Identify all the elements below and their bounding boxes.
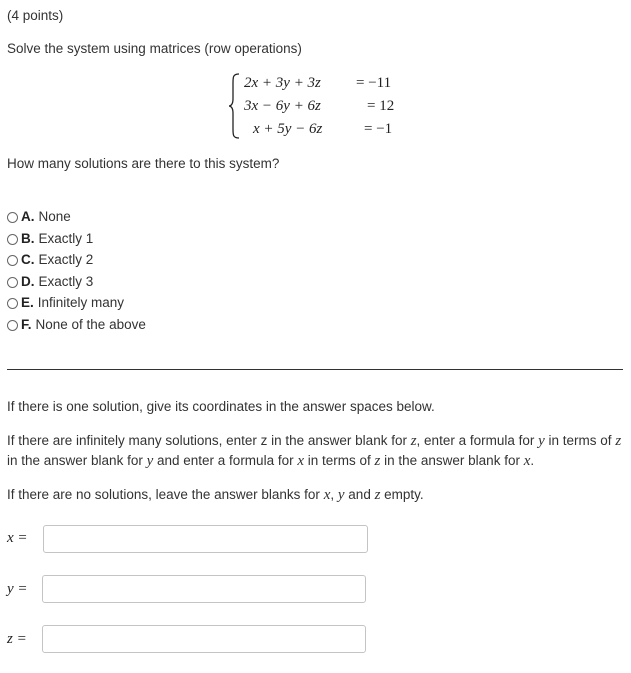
z-answer-label xyxy=(7,631,27,648)
math-variable: z xyxy=(615,433,622,449)
option-label: None of the above xyxy=(35,317,146,332)
option-b[interactable] xyxy=(7,229,93,249)
math-variable: x xyxy=(297,453,304,469)
option-letter: E. xyxy=(21,295,34,310)
text-segment: and enter a formula for xyxy=(153,453,298,468)
system-brace xyxy=(228,73,240,139)
no-solutions-instruction xyxy=(7,485,625,505)
option-label: None xyxy=(38,209,71,224)
math-variable: y xyxy=(146,453,154,469)
option-c[interactable] xyxy=(7,250,93,270)
math-variable: z xyxy=(410,433,417,449)
radio-button[interactable] xyxy=(7,277,18,288)
equation-row-1-lhs: 2x + 3y + 3z xyxy=(244,75,321,91)
equation-row-2-rhs: = 12 xyxy=(367,98,395,114)
equation-row-3-lhs: x + 5y − 6z xyxy=(253,121,323,137)
points-label: (4 points) xyxy=(7,8,64,23)
text-segment: in the answer blank for xyxy=(7,453,147,468)
radio-button[interactable] xyxy=(7,298,18,309)
y-answer-input[interactable] xyxy=(42,575,366,603)
equation-row-1-rhs: = −11 xyxy=(356,75,392,91)
option-letter: B. xyxy=(21,231,35,246)
x-answer-input[interactable] xyxy=(43,525,368,553)
option-label: Infinitely many xyxy=(37,295,125,310)
math-variable: z xyxy=(374,453,381,469)
option-e[interactable] xyxy=(7,293,124,313)
equation-row-2-lhs: 3x − 6y + 6z xyxy=(244,98,321,114)
radio-button[interactable] xyxy=(7,212,18,223)
text-segment: . xyxy=(530,453,535,468)
text-segment: If there are no solutions, leave the answer blanks for xyxy=(7,487,324,502)
option-label: Exactly 2 xyxy=(38,252,94,267)
section-divider xyxy=(7,369,623,370)
radio-button[interactable] xyxy=(7,320,18,331)
answer-label-text: x = xyxy=(7,530,28,546)
text-segment: in terms of xyxy=(304,453,375,468)
option-label: Exactly 1 xyxy=(38,231,94,246)
option-letter: C. xyxy=(21,252,35,267)
radio-button[interactable] xyxy=(7,234,18,245)
question-text: How many solutions are there to this system? xyxy=(7,156,280,171)
radio-button[interactable] xyxy=(7,255,18,266)
option-letter: A. xyxy=(21,209,35,224)
text-segment: and xyxy=(344,487,375,502)
option-letter: D. xyxy=(21,274,35,289)
answer-label-text: z = xyxy=(7,631,27,647)
math-variable: z xyxy=(374,487,381,503)
equation-row-3-rhs: = −1 xyxy=(364,121,393,137)
math-variable: y xyxy=(538,433,545,449)
infinite-solutions-instruction xyxy=(7,431,625,471)
text-segment: , xyxy=(330,487,338,502)
option-label: Exactly 3 xyxy=(38,274,94,289)
option-letter: F. xyxy=(21,317,32,332)
one-solution-instruction: If there is one solution, give its coordinates in the answer spaces below. xyxy=(7,399,435,414)
option-d[interactable] xyxy=(7,272,93,292)
answer-label-text: y = xyxy=(7,581,28,597)
math-variable: x xyxy=(523,453,531,469)
y-answer-label xyxy=(7,581,28,598)
math-variable: x xyxy=(323,487,331,503)
option-a[interactable] xyxy=(7,207,71,227)
z-answer-input[interactable] xyxy=(42,625,366,653)
text-segment: , enter a formula for xyxy=(416,433,539,448)
x-answer-label xyxy=(7,530,28,547)
text-segment: in the answer blank for xyxy=(380,453,524,468)
option-f[interactable] xyxy=(7,315,146,335)
text-segment: empty. xyxy=(380,487,424,502)
math-variable: y xyxy=(337,487,345,503)
text-segment: If there are infinitely many solutions, enter z in the answer blank for xyxy=(7,433,411,448)
problem-instruction: Solve the system using matrices (row operations) xyxy=(7,41,302,56)
text-segment: in terms of xyxy=(544,433,616,448)
